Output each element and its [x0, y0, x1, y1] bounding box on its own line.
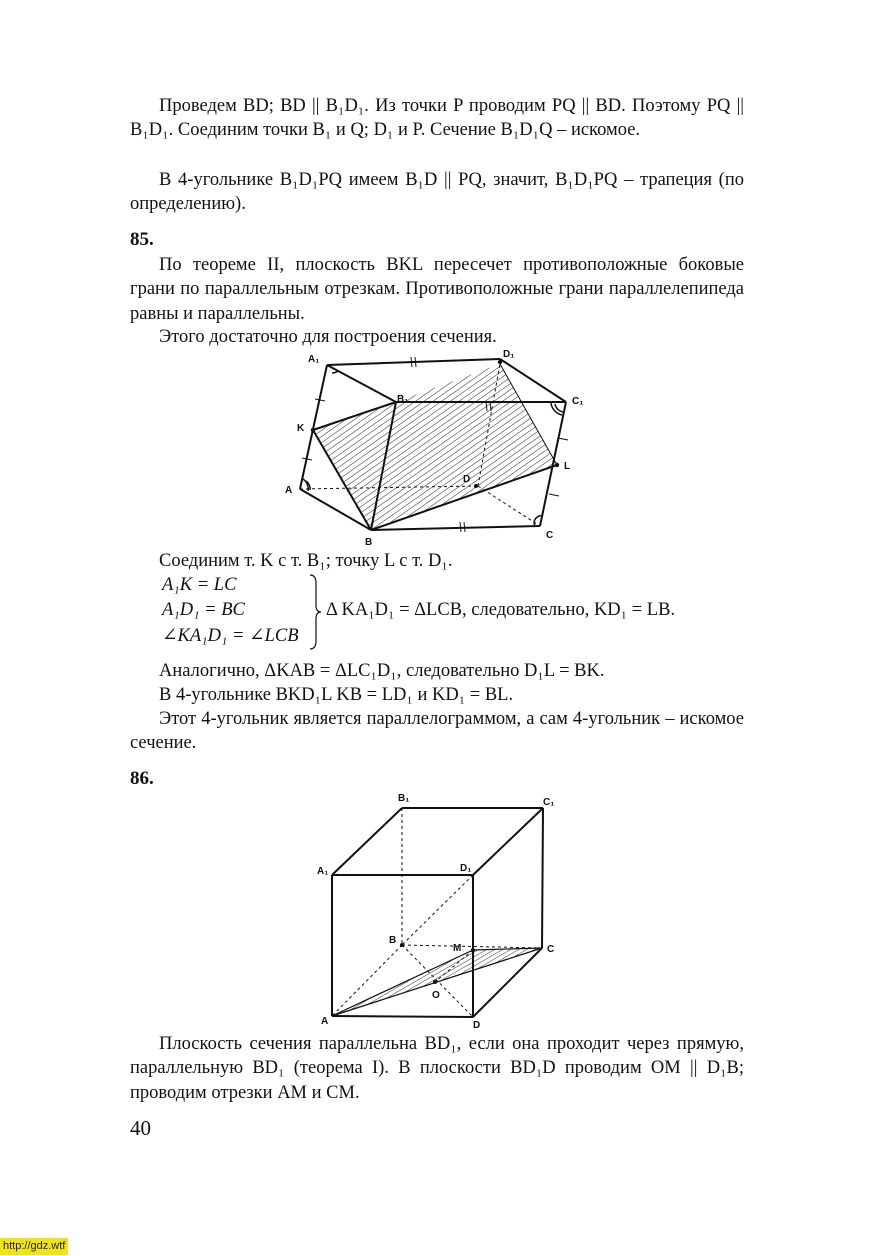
- paragraph-84-trapezoid: В 4-угольнике B₁D₁PQ имеем B₁D || PQ, значит, B₁D₁PQ – трапеция (по определению).: [130, 170, 744, 215]
- vertex-label: M: [453, 943, 462, 954]
- equality-system: [158, 573, 758, 653]
- paragraph-85-theorem: По теореме II, плоскость BKL пересечет противоположные боковые грани по параллельным отрезкам. Противоположные грани параллелепипеда равны и параллельны.: [130, 255, 744, 324]
- system-line: A₁K = LC: [162, 575, 237, 595]
- vertex-label: A: [285, 485, 293, 496]
- vertex-label: A₁: [317, 866, 329, 877]
- figure-cube-section: [310, 788, 560, 1033]
- vertex-label: D: [463, 474, 471, 485]
- paragraph-85-quadrilateral: В 4-угольнике BKD₁L KB = LD₁ и KD₁ = BL.: [159, 685, 514, 705]
- vertex-label: D₁: [460, 863, 472, 874]
- paragraph-85-analogous: Аналогично, ΔKAB = ΔLC₁D₁, следовательно D₁L = BK.: [159, 661, 605, 681]
- vertex-label: A: [321, 1016, 329, 1027]
- vertex-label: O: [432, 990, 440, 1001]
- watermark-link[interactable]: http://gdz.wtf: [0, 1238, 68, 1255]
- system-line: A₁D₁ = BC: [162, 600, 245, 620]
- vertex-label: D: [473, 1020, 481, 1031]
- vertex-label: B: [389, 935, 397, 946]
- paragraph-85-conclusion: Этот 4-угольник является параллелограммом, а сам 4-угольник – искомое сечение.: [130, 709, 744, 754]
- vertex-label: C₁: [543, 797, 555, 808]
- problem-number-85: 85.: [130, 229, 154, 250]
- vertex-label: K: [297, 423, 305, 434]
- vertex-label: B: [365, 537, 373, 548]
- vertex-label: L: [564, 461, 571, 472]
- system-line: ∠KA₁D₁ = ∠LCB: [162, 626, 299, 646]
- problem-number-86: 86.: [130, 768, 154, 789]
- vertex-label: B₁: [398, 793, 410, 804]
- vertex-label: C: [546, 530, 554, 541]
- figure-parallelepiped-section: [270, 344, 610, 549]
- vertex-label: D₁: [503, 349, 515, 360]
- paragraph-86-plane: Плоскость сечения параллельна BD₁, если она проходит через прямую, параллельную BD₁ (теорема I). В плоскости BD₁D проводим OM || D₁B; проводим отрезки AM и CM.: [130, 1034, 744, 1103]
- system-conclusion: Δ KA₁D₁ = ΔLCB, следовательно, KD₁ = LB.: [326, 600, 676, 620]
- vertex-label: B₁: [397, 394, 409, 405]
- vertex-label: C: [547, 944, 555, 955]
- section-polygon: [313, 364, 557, 530]
- vertex-label: A₁: [308, 354, 320, 365]
- paragraph-85-sufficient: Этого достаточно для построения сечения.: [159, 327, 497, 347]
- page-number: 40: [130, 1116, 151, 1140]
- vertex-label: C₁: [572, 396, 584, 407]
- curly-brace: [308, 573, 322, 651]
- paragraph-84-construction: Проведем BD; BD || B₁D₁. Из точки P проводим PQ || BD. Поэтому PQ || B₁D₁. Соединим точки B₁ и Q; D₁ и P. Сечение B₁D₁Q – искомое.: [130, 96, 744, 141]
- paragraph-85-connect: Соединим т. K с т. B₁; точку L с т. D₁.: [159, 551, 453, 571]
